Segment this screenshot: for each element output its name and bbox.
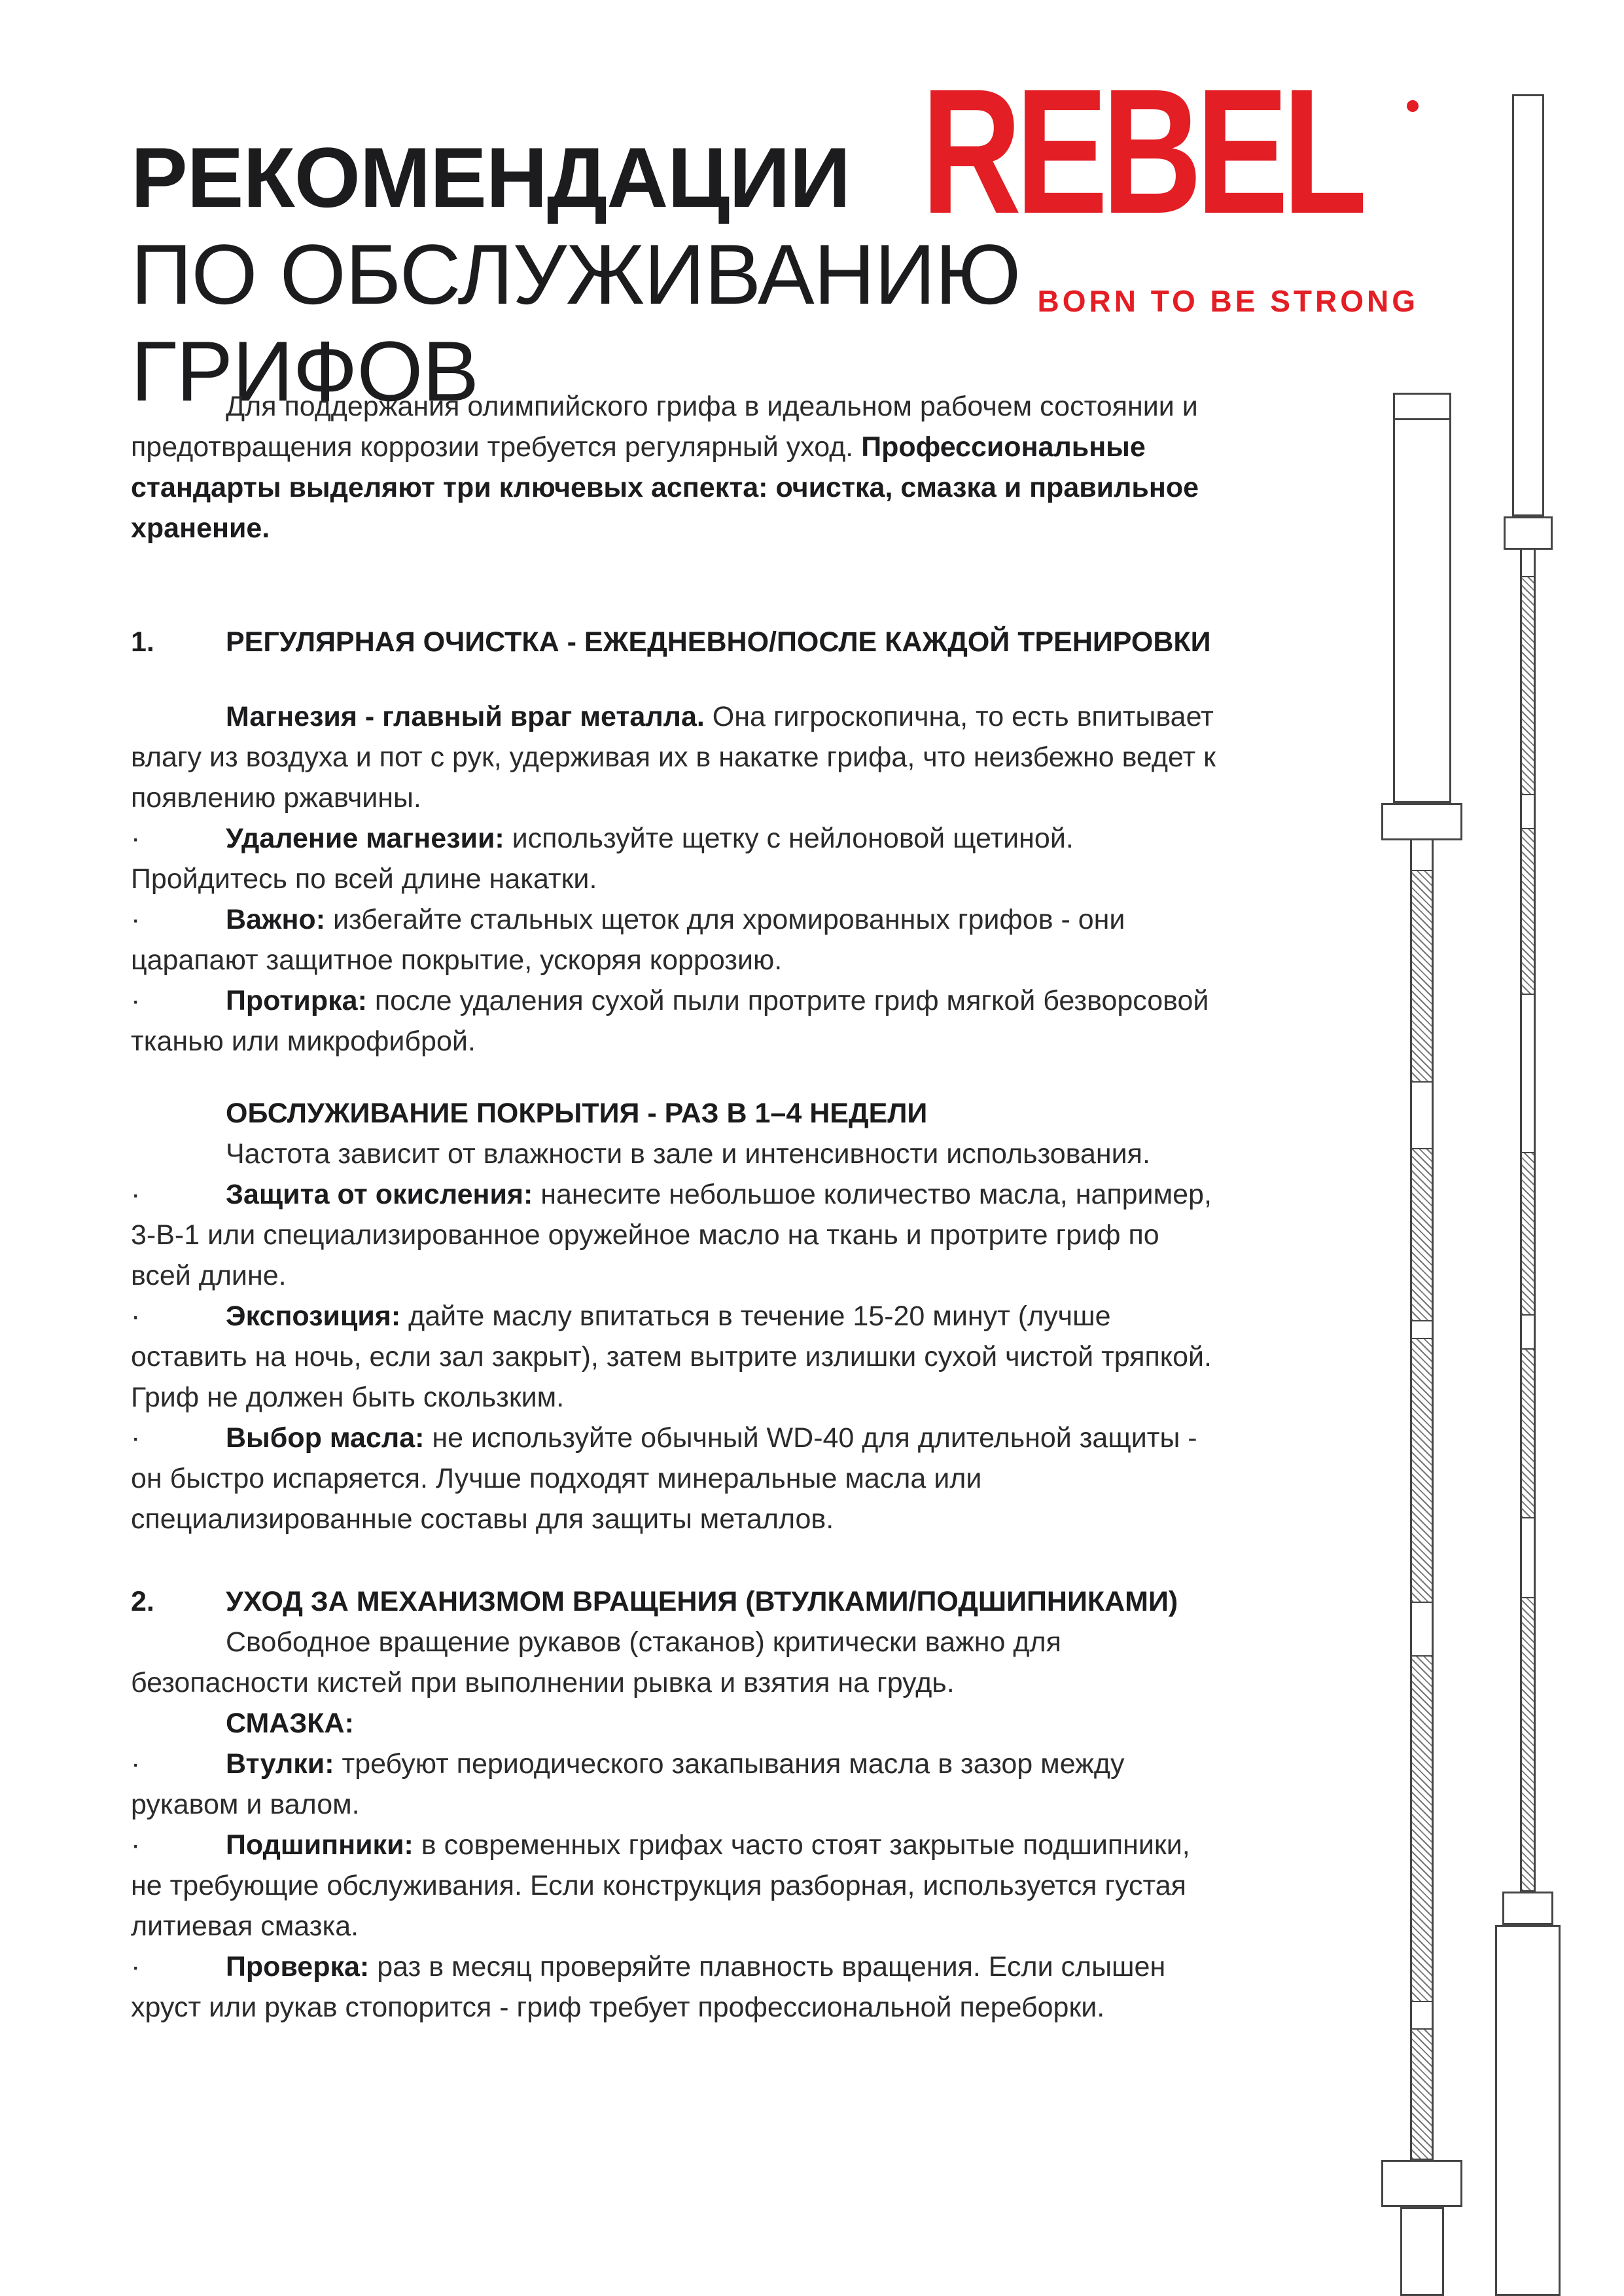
section-2-heading [131, 1581, 1217, 1622]
barbell-collar [1502, 1892, 1553, 1925]
shaft-plain-segment [1522, 1316, 1534, 1348]
shaft-plain-segment [1412, 1083, 1432, 1148]
bullet-text: нанесите небольшое количество масла, например, 3-В-1 или специализированное оружейное масло на ткань и протрите гриф по всей длине. [131, 1179, 1212, 1291]
shaft-knurl-segment [1522, 828, 1534, 995]
page-title-line1: РЕКОМЕНДАЦИИ [131, 130, 851, 226]
bullet-marker: · [131, 1748, 141, 1780]
barbell-collar [1381, 2160, 1462, 2207]
bullet-text: после удаления сухой пыли протрите гриф мягкой безворсовой тканью или микрофиброй. [131, 985, 1209, 1057]
section-2-title: УХОД ЗА МЕХАНИЗМОМ ВРАЩЕНИЯ (ВТУЛКАМИ/ПОДШИПНИКАМИ) [226, 1586, 1178, 1617]
barbell-sleeve [1495, 1925, 1561, 2296]
barbell-illustration-left [1379, 393, 1464, 2296]
shaft-plain-segment [1412, 2002, 1432, 2028]
bullet-lead: Экспозиция: [226, 1300, 401, 1332]
shaft-knurl-segment [1412, 2028, 1432, 2160]
shaft-plain-segment [1522, 1518, 1534, 1597]
bullet-lead: Защита от окисления: [226, 1179, 533, 1210]
bullet-marker: · [131, 1829, 141, 1861]
shaft-plain-segment [1522, 995, 1534, 1152]
section-2-subtitle: СМАЗКА: [226, 1708, 354, 1739]
bullet-item [131, 980, 1217, 1062]
shaft-knurl-segment [1412, 870, 1432, 1083]
bullet-item [131, 1946, 1217, 2028]
subsection-heading: ОБСЛУЖИВАНИЕ ПОКРЫТИЯ - РАЗ В 1–4 НЕДЕЛИ [226, 1098, 928, 1129]
bullet-lead: Подшипники: [226, 1829, 414, 1861]
shaft-knurl-segment [1522, 1597, 1534, 1892]
shaft-knurl-segment [1412, 1338, 1432, 1603]
shaft-plain-segment [1412, 1603, 1432, 1655]
barbell-sleeve [1512, 94, 1544, 516]
bullet-lead: Удаление магнезии: [226, 823, 504, 854]
bullet-lead: Втулки: [226, 1748, 334, 1780]
subsection-intro: Частота зависит от влажности в зале и интенсивности использования. [226, 1138, 1150, 1170]
bullet-lead: Важно: [226, 904, 326, 935]
sleeve-cap-line [1394, 418, 1450, 420]
bullet-lead: Протирка: [226, 985, 367, 1016]
bullet-item [131, 1825, 1217, 1946]
bullet-text: требуют периодического закапывания масла в зазор между рукавом и валом. [131, 1748, 1125, 1820]
brand-tagline: BORN TO BE STRONG [1037, 284, 1419, 318]
shaft-knurl-segment [1522, 576, 1534, 795]
section-1-lead-paragraph [131, 696, 1217, 818]
bullet-text: раз в месяц проверяйте плавность вращения. Если слышен хруст или рукав стопорится - гриф требует профессиональной переборки. [131, 1951, 1166, 2023]
shaft-knurl-segment [1412, 1655, 1432, 2002]
section-1-title: РЕГУЛЯРНАЯ ОЧИСТКА - ЕЖЕДНЕВНО/ПОСЛЕ КАЖДОЙ ТРЕНИРОВКИ [226, 626, 1211, 658]
section-1-number: 1. [131, 626, 154, 658]
bullet-marker: · [131, 1300, 141, 1332]
shaft-plain-segment [1522, 550, 1534, 576]
bullet-item [131, 899, 1217, 980]
section-2-intro: Свободное вращение рукавов (стаканов) критически важно для безопасности кистей при выполнении рывка и взятия на грудь. [131, 1626, 1061, 1698]
bullet-text: не используйте обычный WD-40 для длительной защиты - он быстро испаряется. Лучше подходят минеральные масла или специализированные составы для защиты металлов. [131, 1422, 1197, 1535]
shaft-plain-segment [1412, 1321, 1432, 1338]
bullet-marker: · [131, 1179, 141, 1210]
bullet-text: дайте маслу впитаться в течение 15-20 минут (лучше оставить на ночь, если зал закрыт), затем вытрите излишки сухой чистой тряпкой. Гриф не должен быть скользким. [131, 1300, 1212, 1413]
bullet-marker: · [131, 823, 141, 854]
bullet-text: используйте щетку с нейлоновой щетиной. Пройдитесь по всей длине накатки. [131, 823, 1074, 895]
shaft-knurl-segment [1412, 1148, 1432, 1321]
shaft-plain-segment [1522, 795, 1534, 828]
bullet-marker: · [131, 1951, 141, 1982]
intro-text: Для поддержания олимпийского грифа в идеальном рабочем состоянии и предотвращения коррозии требуется регулярный уход. [131, 391, 1198, 463]
bullet-lead: Проверка: [226, 1951, 370, 1982]
barbell-sleeve [1393, 393, 1451, 803]
section-2-number: 2. [131, 1586, 154, 1617]
bullet-item [131, 1418, 1217, 1539]
bullet-marker: · [131, 985, 141, 1016]
page-title-line3: ГРИФОВ [131, 323, 479, 420]
bullet-text: в современных грифах часто стоят закрытые подшипники, не требующие обслуживания. Если конструкция разборная, используется густая литиевая смазка. [131, 1829, 1190, 1942]
brand-name: REBEL [921, 52, 1362, 251]
barbell-illustration-right [1492, 94, 1564, 2296]
barbell-shaft [1410, 840, 1434, 2160]
barbell-sleeve [1400, 2207, 1444, 2296]
bullet-item [131, 818, 1217, 899]
page-title-line2: ПО ОБСЛУЖИВАНИЮ [131, 226, 1021, 323]
barbell-collar [1381, 803, 1462, 840]
lead-bold: Магнезия - главный враг металла. [226, 701, 705, 732]
lead-rest: Она гигроскопична, то есть впитывает влагу из воздуха и пот с рук, удерживая их в накатке грифа, что неизбежно ведет к появлению ржавчины. [131, 701, 1216, 814]
brand-logo [921, 52, 1419, 337]
page-title [131, 129, 1020, 420]
barbell-shaft [1520, 550, 1536, 1892]
bullet-item [131, 1296, 1217, 1418]
shaft-plain-segment [1412, 840, 1432, 870]
section-1-heading [131, 622, 1217, 662]
bullet-item [131, 1744, 1217, 1825]
intro-bold-text: Профессиональные стандарты выделяют три ключевых аспекта: очистка, смазка и правильное хранение. [131, 431, 1199, 544]
logo-dot-icon [1407, 100, 1419, 112]
bullet-marker: · [131, 904, 141, 935]
document-body [131, 386, 1217, 2028]
shaft-knurl-segment [1522, 1348, 1534, 1518]
bullet-text: избегайте стальных щеток для хромированных грифов - они царапают защитное покрытие, ускоряя коррозию. [131, 904, 1125, 976]
bullet-marker: · [131, 1422, 141, 1454]
barbell-collar [1504, 516, 1553, 550]
intro-paragraph [131, 386, 1217, 548]
shaft-knurl-segment [1522, 1152, 1534, 1316]
bullet-lead: Выбор масла: [226, 1422, 425, 1454]
bullet-item [131, 1174, 1217, 1296]
